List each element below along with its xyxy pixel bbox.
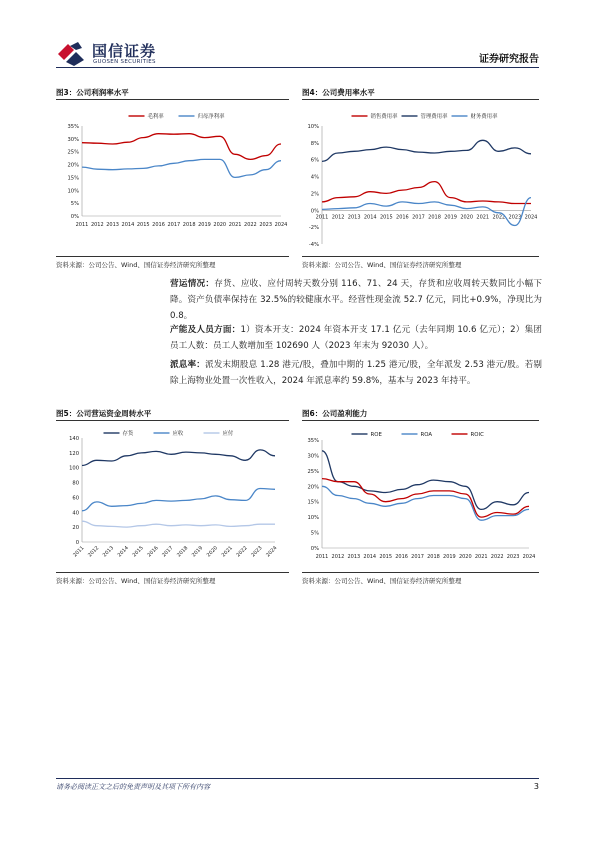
fig3-legend-label-1: 归母净利率 xyxy=(197,114,225,120)
fig6-series-line-2 xyxy=(322,479,529,517)
fig5-x-tick-label: 2020 xyxy=(205,545,220,559)
fig6-title: 图6：公司盈利能力 xyxy=(302,409,368,418)
company-logo-icon xyxy=(56,40,86,66)
fig4-x-tick-label: 2012 xyxy=(331,214,345,221)
fig4-bottom-rule xyxy=(302,256,539,257)
fig3-x-tick-label: 2011 xyxy=(75,222,89,228)
fig3-y-tick-label: 5% xyxy=(70,201,79,208)
fig5-x-tick-label: 2019 xyxy=(190,545,205,559)
fig6-x-tick-label: 2017 xyxy=(411,554,424,560)
fig3-y-tick-label: 15% xyxy=(67,175,79,182)
footer-disclaimer: 请务必阅读正文之后的免责声明及其项下所有内容 xyxy=(56,783,210,791)
fig4-y-tick-label: 8% xyxy=(310,140,319,147)
fig6-y-tick-label: 5% xyxy=(310,530,319,537)
fig5-series-line-0 xyxy=(82,450,275,466)
fig6-x-tick-label: 2019 xyxy=(443,554,456,560)
fig3-x-tick-label: 2021 xyxy=(228,222,242,228)
fig4-x-tick-label: 2023 xyxy=(508,214,522,221)
fig6-y-tick-label: 25% xyxy=(307,468,319,475)
logo-chinese-name: 国信证券 xyxy=(92,42,157,60)
operations-paragraph xyxy=(170,276,542,324)
fig6-x-tick-label: 2020 xyxy=(458,554,472,560)
fig6-y-tick-label: 30% xyxy=(307,453,319,460)
fig6-x-tick-label: 2014 xyxy=(363,554,377,560)
fig6-title-rule xyxy=(302,420,539,421)
fig3-y-tick-label: 20% xyxy=(67,162,79,169)
fig4-x-tick-label: 2011 xyxy=(315,214,329,221)
fig3-x-tick-label: 2019 xyxy=(198,222,211,228)
fig5-x-tick-label: 2014 xyxy=(116,545,130,559)
fig4-x-tick-label: 2015 xyxy=(379,214,393,221)
fig6-x-tick-label: 2021 xyxy=(474,554,488,560)
header-divider xyxy=(56,67,539,68)
fig3-x-tick-label: 2023 xyxy=(259,222,273,228)
fig5-x-tick-label: 2015 xyxy=(131,545,145,559)
fig3-x-tick-label: 2016 xyxy=(152,222,165,228)
fig5-y-tick-label: 80 xyxy=(72,480,79,487)
fig3-y-tick-label: 0% xyxy=(70,214,79,220)
fig4-x-tick-label: 2013 xyxy=(347,214,361,221)
fig6-x-tick-label: 2024 xyxy=(522,554,536,560)
fig5-y-tick-label: 120 xyxy=(69,450,79,457)
fig6-legend-label-1: ROA xyxy=(420,432,433,438)
fig6-x-tick-label: 2013 xyxy=(347,554,361,560)
fig3-y-tick-label: 10% xyxy=(67,188,79,195)
fig6-y-tick-label: 10% xyxy=(307,515,319,522)
fig4-x-tick-label: 2020 xyxy=(460,214,474,221)
fig5-x-tick-label: 2011 xyxy=(72,545,86,559)
fig5-title-rule xyxy=(56,420,289,421)
fig5-y-tick-label: 0 xyxy=(75,540,79,546)
fig5-title: 图5：公司营运资金周转水平 xyxy=(56,409,152,418)
operations-text: 存货、应收、应付周转天数分别 116、71、24 天，存货和应收周转天数同比小幅下降。资产负债率保持在 32.5%的较健康水平。经营性现金流 52.7 亿元，同比+0.9%，净现比为 0.8。 xyxy=(170,279,542,321)
fig6-bottom-rule xyxy=(302,572,539,573)
fig5-series-line-2 xyxy=(82,521,275,527)
fig5-x-tick-label: 2024 xyxy=(265,545,279,559)
fig3-x-tick-label: 2022 xyxy=(244,222,257,228)
fig6-y-tick-label: 35% xyxy=(307,438,319,444)
fig3-y-tick-label: 30% xyxy=(67,136,79,143)
dividend-paragraph xyxy=(170,357,542,389)
fig6-x-tick-label: 2023 xyxy=(506,554,520,560)
fig3-x-tick-label: 2013 xyxy=(106,222,119,228)
fig4-series-line-1 xyxy=(322,140,531,161)
fig4-legend-label-1: 管理费用率 xyxy=(420,114,448,120)
footer-divider xyxy=(56,778,539,779)
fig6-y-tick-label: 20% xyxy=(307,484,319,491)
fig6-x-tick-label: 2012 xyxy=(331,554,345,560)
fig6-x-tick-label: 2018 xyxy=(427,554,440,560)
capacity-paragraph xyxy=(170,322,542,354)
fig3-legend-label-0: 毛利率 xyxy=(147,114,164,120)
dividend-text: 派发末期股息 1.28 港元/股，叠加中期的 1.25 港元/股，全年派发 2.53 港元/股。若剔除上海物业处置一次性收入，2024 年派息率约 59.8%，基本与 2023 年持平。 xyxy=(170,360,542,386)
fig4-y-tick-label: 10% xyxy=(307,124,319,130)
fig4-y-tick-label: 6% xyxy=(310,157,319,164)
fig5-y-tick-label: 60 xyxy=(72,495,79,502)
fig4-title-rule xyxy=(302,99,539,100)
fig5-x-tick-label: 2022 xyxy=(235,545,249,559)
fig4-y-tick-label: 2% xyxy=(310,191,319,198)
fig6-x-tick-label: 2016 xyxy=(395,554,408,560)
fig3-x-tick-label: 2017 xyxy=(167,222,181,228)
fig6-legend-label-0: ROE xyxy=(370,432,382,438)
fig6-legend-label-2: ROIC xyxy=(470,432,484,438)
fig3-x-tick-label: 2024 xyxy=(274,222,288,228)
report-type-label: 证券研究报告 xyxy=(479,54,539,65)
fig5-x-tick-label: 2021 xyxy=(220,545,234,559)
fig4-x-tick-label: 2016 xyxy=(396,214,409,221)
fig5-y-tick-label: 140 xyxy=(69,436,79,442)
fig4-legend-label-2: 财务费用率 xyxy=(470,114,498,120)
fig5-y-tick-label: 40 xyxy=(72,510,79,517)
fig4-title: 图4：公司费用率水平 xyxy=(302,88,375,97)
fig3-bottom-rule xyxy=(56,256,289,257)
fig4-x-tick-label: 2014 xyxy=(363,214,377,221)
fig4-x-tick-label: 2018 xyxy=(428,214,441,221)
fig3-profit-margin-chart xyxy=(56,102,289,244)
fig6-source: 资料来源：公司公告、Wind、国信证券经济研究所整理 xyxy=(302,577,462,585)
fig4-legend-label-0: 销售费用率 xyxy=(370,114,398,120)
fig6-x-tick-label: 2015 xyxy=(379,554,393,560)
fig3-x-tick-label: 2020 xyxy=(213,222,227,228)
fig5-series-line-1 xyxy=(82,489,275,511)
fig3-x-tick-label: 2015 xyxy=(136,222,150,228)
fig5-bottom-rule xyxy=(56,572,289,573)
fig4-y-tick-label: 0% xyxy=(310,208,319,215)
page-number: 3 xyxy=(533,782,539,791)
fig4-source: 资料来源：公司公告、Wind、国信证券经济研究所整理 xyxy=(302,261,462,269)
capacity-text: 1）资本开支：2024 年资本开支 17.1 亿元（去年同期 10.6 亿元）；2）集团员工人数：员工人数增加至 102690 人（2023 年末为 92030 人）。 xyxy=(170,325,542,351)
fig3-series-line-0 xyxy=(82,134,281,160)
fig4-x-tick-label: 2019 xyxy=(444,214,457,221)
fig5-working-capital-chart xyxy=(56,424,289,568)
fig3-title-rule xyxy=(56,99,289,100)
fig5-x-tick-label: 2018 xyxy=(176,545,190,559)
fig4-y-tick-label: -4% xyxy=(308,242,319,248)
fig3-title: 图3：公司利润率水平 xyxy=(56,88,129,97)
operations-heading: 营运情况： xyxy=(170,279,215,289)
fig4-y-tick-label: -2% xyxy=(308,225,319,232)
fig5-x-tick-label: 2017 xyxy=(161,545,175,559)
fig3-x-tick-label: 2014 xyxy=(121,222,135,228)
fig6-y-tick-label: 15% xyxy=(307,499,319,506)
fig5-y-tick-label: 20 xyxy=(72,525,79,532)
fig6-x-tick-label: 2022 xyxy=(490,554,504,560)
fig6-series-line-0 xyxy=(322,451,529,510)
fig5-x-tick-label: 2016 xyxy=(146,545,160,559)
fig5-legend-label-0: 存货 xyxy=(122,431,134,437)
fig4-x-tick-label: 2024 xyxy=(524,214,538,221)
fig6-y-tick-label: 0% xyxy=(310,546,319,552)
fig3-y-tick-label: 35% xyxy=(67,124,79,130)
fig3-x-tick-label: 2018 xyxy=(182,222,196,228)
fig4-x-tick-label: 2017 xyxy=(412,214,425,221)
dividend-heading: 派息率： xyxy=(170,360,205,370)
fig5-legend-label-1: 应收 xyxy=(172,431,184,437)
fig6-x-tick-label: 2011 xyxy=(315,554,329,560)
fig4-y-tick-label: 4% xyxy=(310,174,319,181)
fig4-x-tick-label: 2022 xyxy=(492,214,506,221)
fig3-x-tick-label: 2012 xyxy=(90,222,104,228)
fig5-y-tick-label: 100 xyxy=(69,465,79,472)
fig3-series-line-1 xyxy=(82,159,281,177)
fig3-source: 资料来源：公司公告、Wind、国信证券经济研究所整理 xyxy=(56,261,216,269)
fig6-series-line-1 xyxy=(322,486,529,520)
fig5-x-tick-label: 2012 xyxy=(87,545,101,559)
fig4-series-line-0 xyxy=(322,182,531,204)
fig5-x-tick-label: 2023 xyxy=(250,545,264,559)
fig4-expense-ratio-chart xyxy=(302,102,539,250)
fig6-profitability-chart xyxy=(302,424,539,568)
capacity-heading: 产能及人员方面： xyxy=(170,325,241,335)
logo-english-name: GUOSEN SECURITIES xyxy=(93,59,156,65)
fig3-y-tick-label: 25% xyxy=(67,149,79,156)
fig4-x-tick-label: 2021 xyxy=(476,214,490,221)
fig5-legend-label-2: 应付 xyxy=(222,431,234,437)
fig5-source: 资料来源：公司公告、Wind、国信证券经济研究所整理 xyxy=(56,577,216,585)
fig5-x-tick-label: 2013 xyxy=(101,545,116,559)
